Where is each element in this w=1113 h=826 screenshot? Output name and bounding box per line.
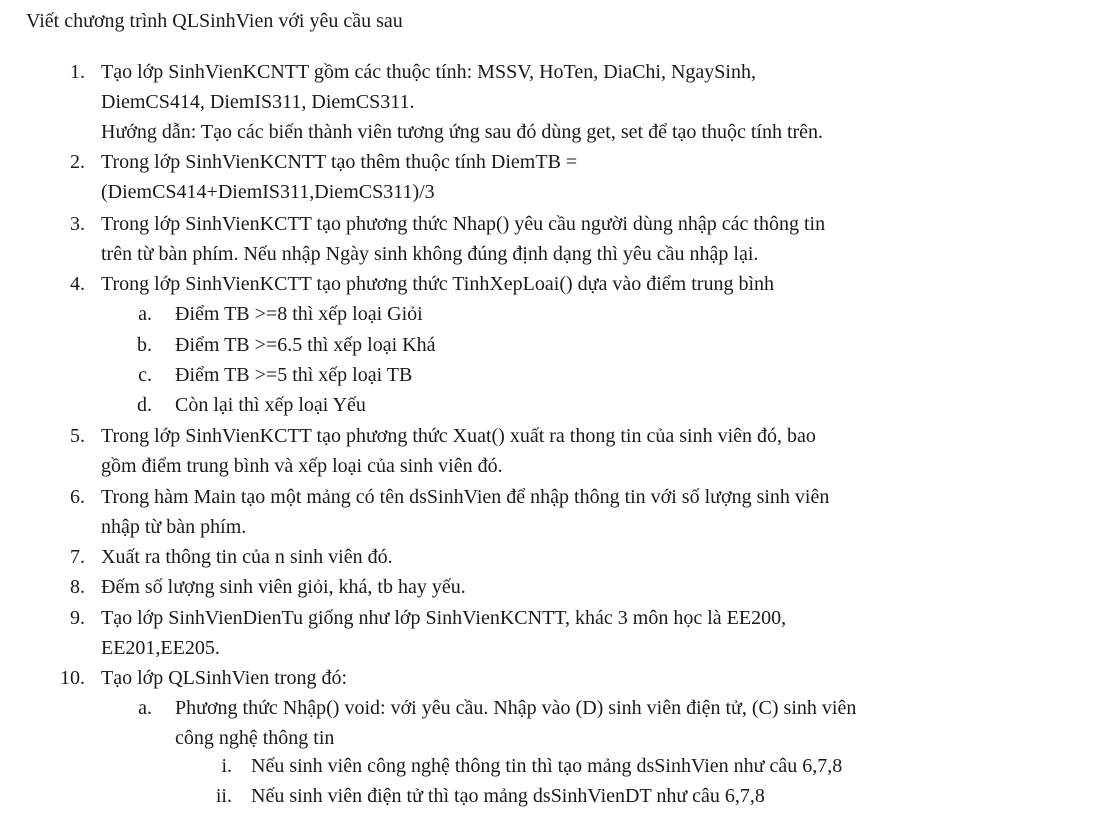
subitem-letter: d. — [137, 394, 152, 416]
subitem-text: Điểm TB >=6.5 thì xếp loại Khá — [175, 334, 436, 356]
item-text: Tạo lớp SinhVienKCNTT gồm các thuộc tính: MSSV, HoTen, DiaChi, NgaySinh, — [101, 61, 756, 83]
item-text: nhập từ bàn phím. — [101, 516, 247, 538]
item-text: EE201,EE205. — [101, 637, 220, 659]
item-text: gồm điểm trung bình và xếp loại của sinh viên đó. — [101, 455, 503, 477]
item-text: (DiemCS414+DiemIS311,DiemCS311)/3 — [101, 181, 435, 203]
item-number: 1. — [70, 61, 85, 83]
item-number: 10. — [60, 667, 85, 689]
subitem-letter: a. — [138, 303, 152, 325]
item-number: 5. — [70, 425, 85, 447]
item-number: 4. — [70, 273, 85, 295]
item-number: 3. — [70, 213, 85, 235]
item-number: 6. — [70, 486, 85, 508]
subsubitem-roman: ii. — [215, 785, 232, 807]
item-text: trên từ bàn phím. Nếu nhập Ngày sinh không đúng định dạng thì yêu cầu nhập lại. — [101, 243, 759, 265]
subsubitem-text: Nếu sinh viên công nghệ thông tin thì tạo mảng dsSinhVien như câu 6,7,8 — [251, 755, 843, 777]
item-number: 8. — [70, 576, 85, 598]
item-text: Trong lớp SinhVienKCNTT tạo thêm thuộc tính DiemTB = — [101, 151, 578, 173]
item-text: Tạo lớp SinhVienDienTu giống như lớp SinhVienKCNTT, khác 3 môn học là EE200, — [101, 607, 787, 629]
item-text: Trong lớp SinhVienKCTT tạo phương thức Nhap() yêu cầu người dùng nhập các thông tin — [101, 213, 826, 235]
item-number: 7. — [70, 546, 85, 568]
subitem-text: Điểm TB >=8 thì xếp loại Giỏi — [175, 303, 423, 325]
subsubitem-text: Nếu sinh viên điện tử thì tạo mảng dsSinhVienDT như câu 6,7,8 — [251, 785, 765, 807]
subitem-text: Phương thức Nhập() void: với yêu cầu. Nhập vào (D) sinh viên điện tử, (C) sinh viên — [175, 697, 857, 719]
subitem-text: Điểm TB >=5 thì xếp loại TB — [175, 364, 413, 386]
item-text: DiemCS414, DiemIS311, DiemCS311. — [101, 91, 415, 113]
document-title: Viết chương trình QLSinhVien với yêu cầu sau — [26, 10, 403, 32]
item-text: Trong hàm Main tạo một mảng có tên dsSinhVien để nhập thông tin với số lượng sinh viên — [101, 486, 830, 508]
subitem-text: Còn lại thì xếp loại Yếu — [175, 394, 366, 416]
item-text: Đếm số lượng sinh viên giỏi, khá, tb hay yếu. — [101, 576, 466, 598]
item-number: 2. — [70, 151, 85, 173]
subitem-letter: a. — [138, 697, 152, 719]
item-text: Tạo lớp QLSinhVien trong đó: — [101, 667, 348, 689]
subsubitem-roman: i. — [221, 755, 232, 777]
item-text: Hướng dẫn: Tạo các biến thành viên tương ứng sau đó dùng get, set để tạo thuộc tính trên. — [101, 121, 824, 143]
subitem-letter: b. — [137, 334, 152, 356]
item-text: Trong lớp SinhVienKCTT tạo phương thức TinhXepLoai() dựa vào điểm trung bình — [101, 273, 774, 295]
item-text: Trong lớp SinhVienKCTT tạo phương thức Xuat() xuất ra thong tin của sinh viên đó, bao — [101, 425, 816, 447]
item-text: Xuất ra thông tin của n sinh viên đó. — [101, 546, 393, 568]
subitem-text: công nghệ thông tin — [175, 727, 335, 749]
item-number: 9. — [70, 607, 85, 629]
subitem-letter: c. — [138, 364, 152, 386]
